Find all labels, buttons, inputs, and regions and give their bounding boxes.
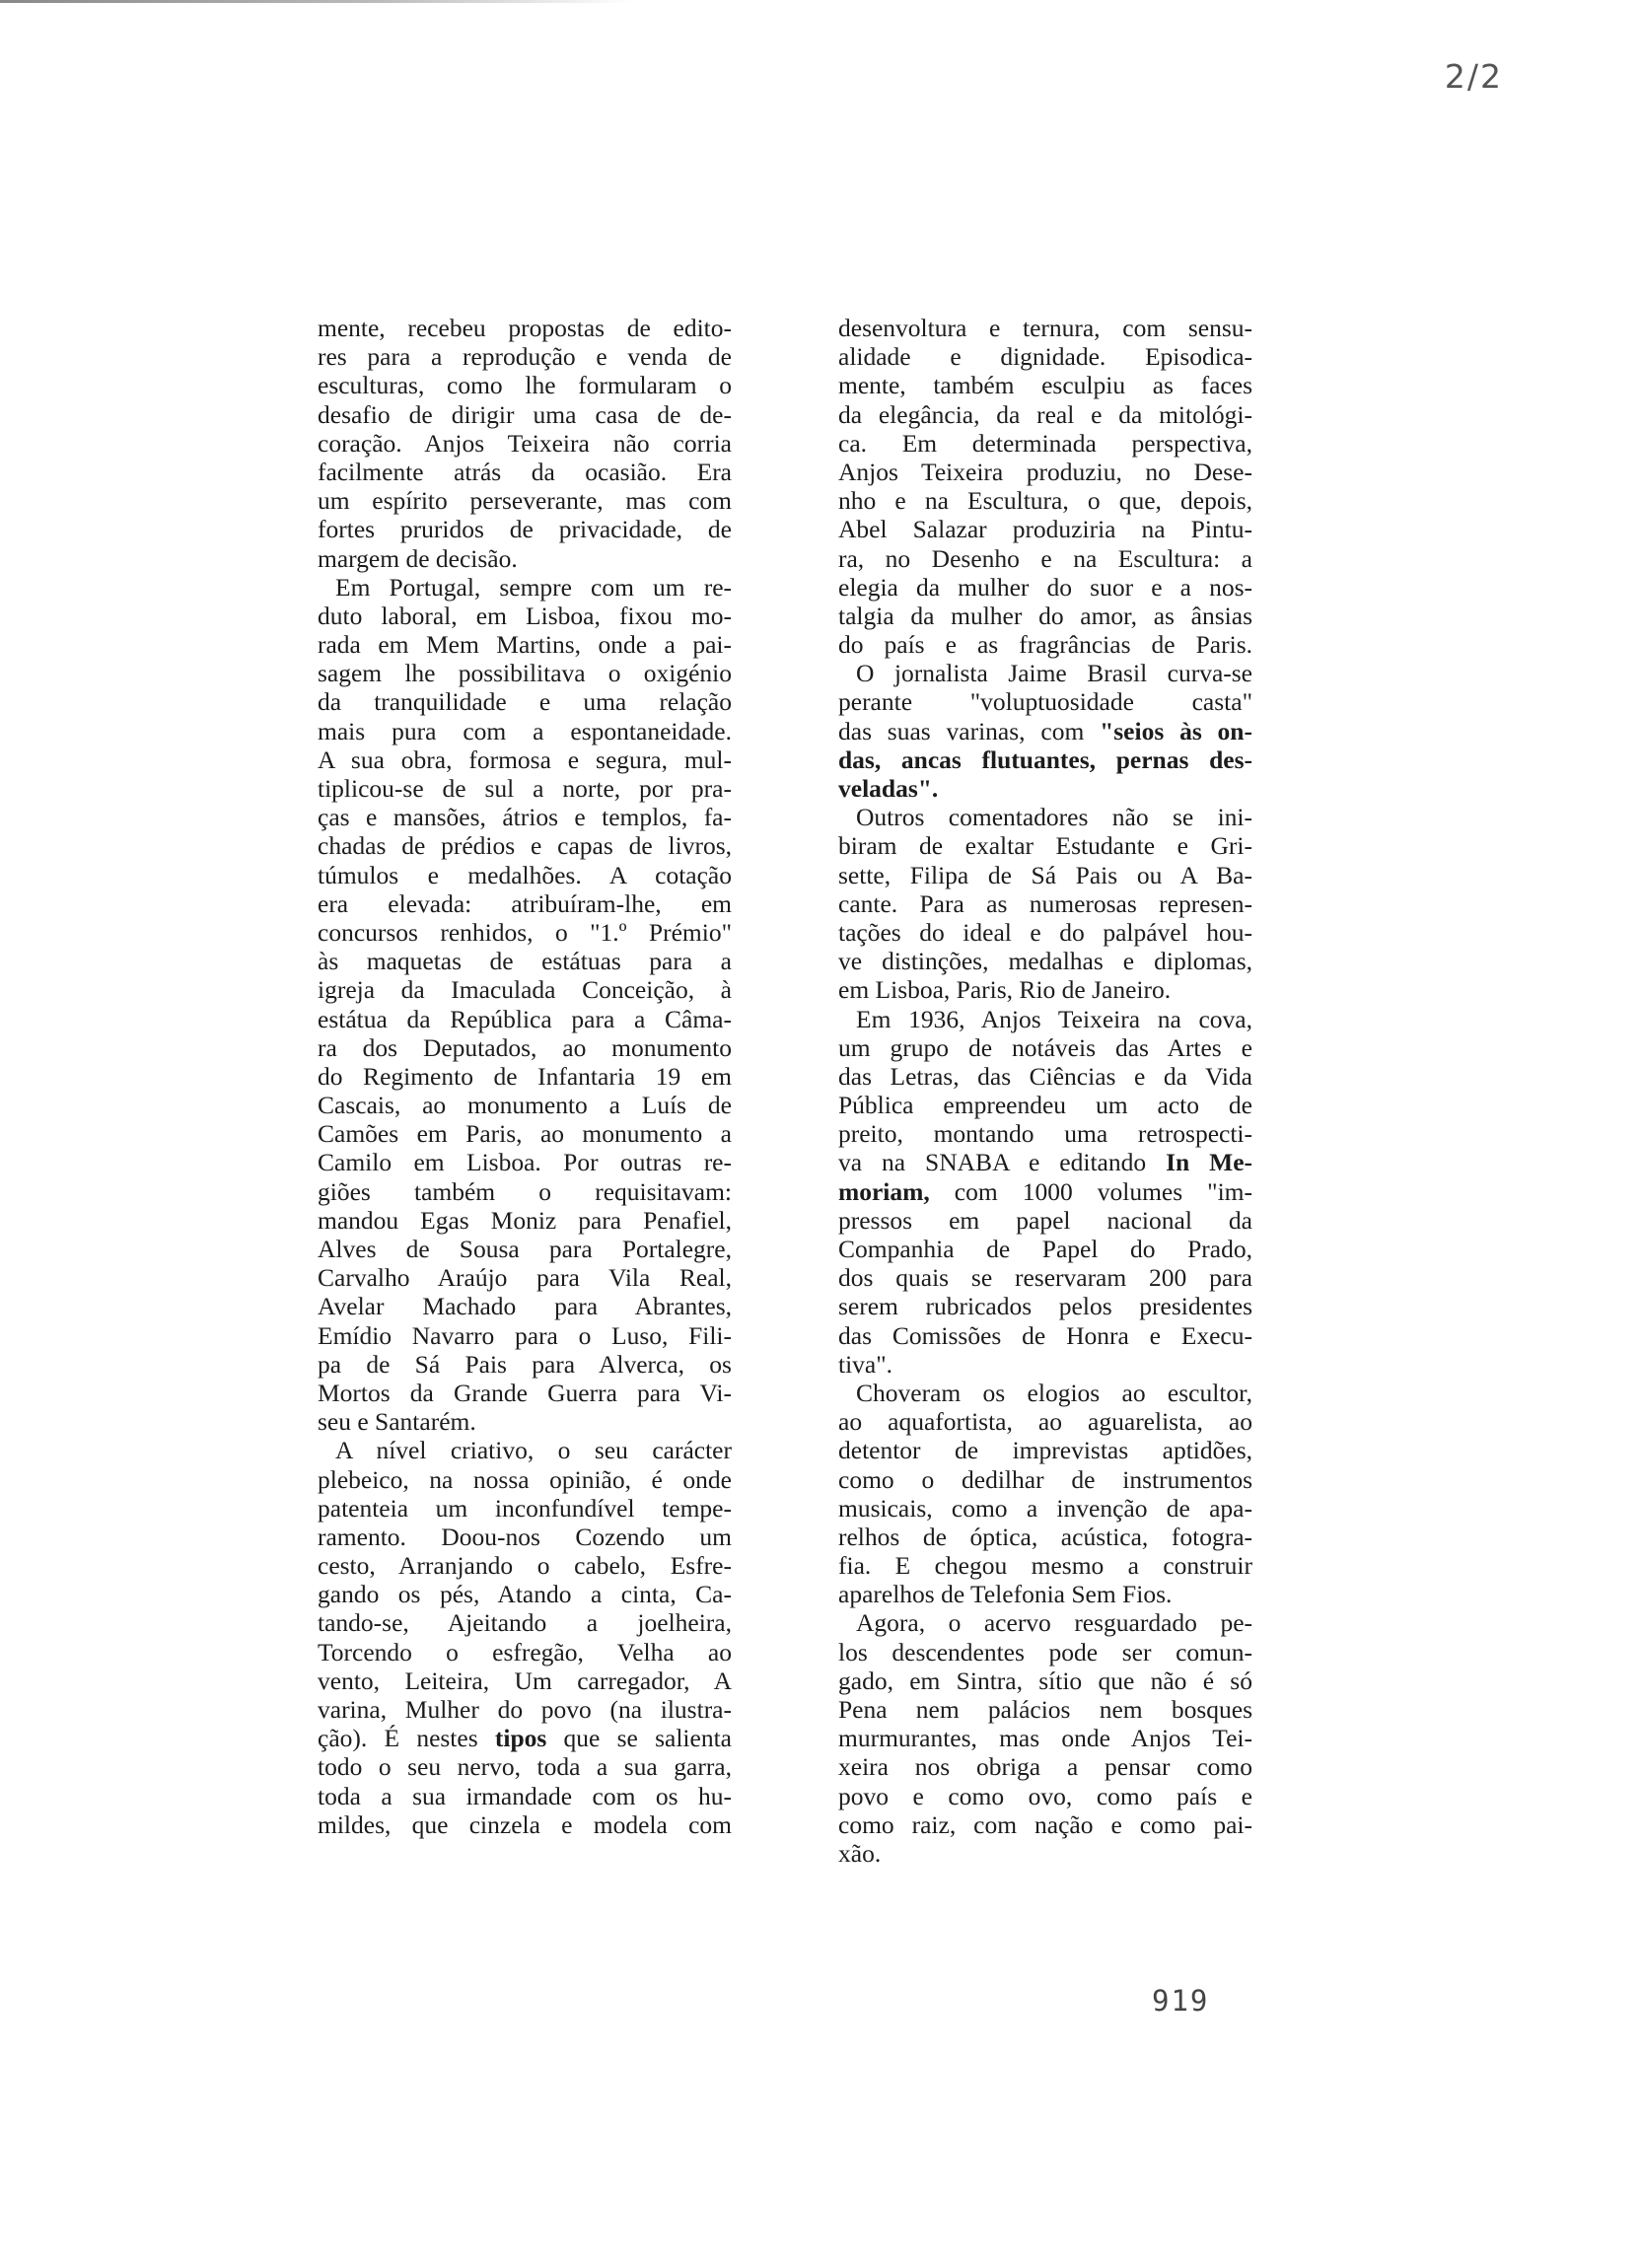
text-line: seu e Santarém. [318, 1407, 476, 1437]
page-marker: 2/2 [1444, 57, 1503, 96]
text-line: Mortos da Grande Guerra para Vi- [318, 1378, 732, 1407]
text-line: Choveram os elogios ao escultor, [856, 1378, 1252, 1407]
text-line: relhos de óptica, acústica, fotogra- [838, 1522, 1252, 1551]
text-line: Companhia de Papel do Prado, [838, 1235, 1252, 1263]
text-line: Camões em Paris, ao monumento a [318, 1119, 732, 1149]
text-line: serem rubricados pelos presidentes [838, 1292, 1252, 1321]
text-line: da tranquilidade e uma relação [318, 687, 732, 717]
text-line: biram de exaltar Estudante e Gri- [838, 831, 1252, 861]
text-line: das Comissões de Honra e Execu- [838, 1320, 1252, 1350]
text-line: estátua da República para a Câma- [318, 1004, 732, 1033]
text-line: musicais, como a invenção de apa- [838, 1493, 1252, 1523]
text-line: facilmente atrás da ocasião. Era [318, 457, 732, 486]
text-line: sagem lhe possibilitava o oxigénio [318, 659, 732, 688]
text-line: murmurantes, mas onde Anjos Tei- [838, 1724, 1252, 1753]
text-line: mente, recebeu propostas de edito- [318, 314, 732, 342]
text-line: O jornalista Jaime Brasil curva-se [856, 659, 1252, 688]
text-line: chadas de prédios e capas de livros, [318, 831, 732, 861]
text-line: das, ancas flutuantes, pernas des- [838, 744, 1252, 774]
text-line: às maquetas de estátuas para a [318, 947, 732, 976]
text-line: ra dos Deputados, ao monumento [318, 1032, 732, 1062]
text-line: Carvalho Araújo para Vila Real, [318, 1263, 732, 1293]
text-line: mais pura com a espontaneidade. [318, 716, 732, 745]
text-line: fia. E chegou mesmo a construir [838, 1551, 1252, 1581]
text-line: da elegância, da real e da mitológi- [838, 399, 1252, 429]
text-line: Em 1936, Anjos Teixeira na cova, [856, 1004, 1252, 1033]
text-line: sette, Filipa de Sá Pais ou A Ba- [838, 860, 1252, 889]
text-line: como raiz, com nação e como pai- [838, 1809, 1252, 1839]
text-line: veladas". [838, 774, 939, 803]
text-line: igreja da Imaculada Conceição, à [318, 975, 732, 1005]
text-line: patenteia um inconfundível tempe- [318, 1493, 732, 1523]
text-line: alidade e dignidade. Episodica- [838, 342, 1252, 372]
text-line: pressos em papel nacional da [838, 1205, 1252, 1235]
text-line: rada em Mem Martins, onde a pai- [318, 630, 732, 660]
text-line: ao aquafortista, ao aguarelista, ao [838, 1407, 1252, 1437]
text-line: nho e na Escultura, o que, depois, [838, 486, 1252, 516]
text-line: um grupo de notáveis das Artes e [838, 1032, 1252, 1062]
text-line: xão. [838, 1838, 882, 1868]
text-line: desenvoltura e ternura, com sensu- [838, 314, 1252, 342]
text-line: em Lisboa, Paris, Rio de Janeiro. [838, 975, 1172, 1005]
text-line: mandou Egas Moniz para Penafiel, [318, 1205, 732, 1235]
text-line: aparelhos de Telefonia Sem Fios. [838, 1580, 1173, 1609]
text-line: esculturas, como lhe formularam o [318, 371, 732, 400]
text-line: toda a sua irmandade com os hu- [318, 1781, 732, 1810]
text-line: cesto, Arranjando o cabelo, Esfre- [318, 1551, 732, 1581]
text-line: Camilo em Lisboa. Por outras re- [318, 1148, 732, 1177]
text-line: va na SNABA e editando In Me- [838, 1148, 1252, 1177]
text-line: coração. Anjos Teixeira não corria [318, 428, 732, 458]
text-line: ramento. Doou-nos Cozendo um [318, 1522, 732, 1551]
text-line: preito, montando uma retrospecti- [838, 1119, 1252, 1149]
text-line: detentor de imprevistas aptidões, [838, 1436, 1252, 1465]
page-number: 919 [1152, 1984, 1210, 2018]
text-line: era elevada: atribuíram-lhe, em [318, 888, 732, 918]
text-line: gado, em Sintra, sítio que não é só [838, 1666, 1252, 1695]
text-line: ção). É nestes tipos que se salienta [318, 1724, 732, 1753]
text-line: tações do ideal e do palpável hou- [838, 917, 1252, 947]
text-line: tiplicou-se de sul a norte, por pra- [318, 774, 732, 803]
text-line: Avelar Machado para Abrantes, [318, 1292, 732, 1321]
text-line: ra, no Desenho e na Escultura: a [838, 543, 1252, 573]
text-line: giões também o requisitavam: [318, 1176, 732, 1206]
text-line: vento, Leiteira, Um carregador, A [318, 1666, 732, 1695]
text-line: A sua obra, formosa e segura, mul- [318, 744, 732, 774]
text-line: povo e como ovo, como país e [838, 1781, 1252, 1810]
text-line: pa de Sá Pais para Alverca, os [318, 1349, 732, 1379]
text-line: das Letras, das Ciências e da Vida [838, 1061, 1252, 1091]
text-line: ças e mansões, átrios e templos, fa- [318, 803, 732, 832]
text-line: Pública empreendeu um acto de [838, 1091, 1252, 1120]
scan-top-edge [0, 0, 631, 3]
text-line: res para a reprodução e venda de [318, 342, 732, 372]
text-line: ca. Em determinada perspectiva, [838, 428, 1252, 458]
text-line: ve distinções, medalhas e diplomas, [838, 947, 1252, 976]
text-line: plebeico, na nossa opinião, é onde [318, 1464, 732, 1494]
text-line: todo o seu nervo, toda a sua garra, [318, 1752, 732, 1782]
text-line: Torcendo o esfregão, Velha ao [318, 1637, 732, 1666]
text-line: Alves de Sousa para Portalegre, [318, 1235, 732, 1263]
text-line: Abel Salazar produziria na Pintu- [838, 515, 1252, 544]
text-line: mente, também esculpiu as faces [838, 371, 1252, 400]
text-line: Outros comentadores não se ini- [856, 803, 1252, 832]
text-line: talgia da mulher do amor, as ânsias [838, 601, 1252, 630]
text-line: túmulos e medalhões. A cotação [318, 860, 732, 889]
text-line: moriam, com 1000 volumes "im- [838, 1176, 1252, 1206]
left-text-column [318, 314, 732, 1839]
text-line: do país e as fragrâncias de Paris. [838, 630, 1252, 660]
text-line: xeira nos obriga a pensar como [838, 1752, 1252, 1782]
text-line: duto laboral, em Lisboa, fixou mo- [318, 601, 732, 630]
text-line: varina, Mulher do povo (na ilustra- [318, 1695, 732, 1724]
text-line: um espírito perseverante, mas com [318, 486, 732, 516]
text-line: mildes, que cinzela e modela com [318, 1809, 732, 1839]
text-line: perante "voluptuosidade casta" [838, 687, 1252, 717]
text-line: fortes pruridos de privacidade, de [318, 515, 732, 544]
text-line: tiva". [838, 1349, 893, 1379]
text-line: A nível criativo, o seu carácter [335, 1436, 732, 1465]
text-line: Pena nem palácios nem bosques [838, 1695, 1252, 1724]
text-line: margem de decisão. [318, 543, 518, 573]
right-text-column [838, 314, 1252, 1868]
text-line: Cascais, ao monumento a Luís de [318, 1091, 732, 1120]
text-line: elegia da mulher do suor e a nos- [838, 572, 1252, 602]
text-line: gando os pés, Atando a cinta, Ca- [318, 1580, 732, 1609]
text-line: concursos renhidos, o "1.º Prémio" [318, 917, 732, 947]
text-line: Anjos Teixeira produziu, no Dese- [838, 457, 1252, 486]
text-line: Emídio Navarro para o Luso, Fili- [318, 1320, 732, 1350]
text-line: Em Portugal, sempre com um re- [335, 572, 732, 602]
text-line: do Regimento de Infantaria 19 em [318, 1061, 732, 1091]
text-line: desafio de dirigir uma casa de de- [318, 399, 732, 429]
text-line: Agora, o acervo resguardado pe- [856, 1608, 1252, 1638]
text-line: tando-se, Ajeitando a joelheira, [318, 1608, 732, 1638]
text-line: cante. Para as numerosas represen- [838, 888, 1252, 918]
text-line: los descendentes pode ser comun- [838, 1637, 1252, 1666]
text-line: dos quais se reservaram 200 para [838, 1263, 1252, 1293]
text-line: como o dedilhar de instrumentos [838, 1464, 1252, 1494]
text-line: das suas varinas, com "seios às on- [838, 716, 1252, 745]
